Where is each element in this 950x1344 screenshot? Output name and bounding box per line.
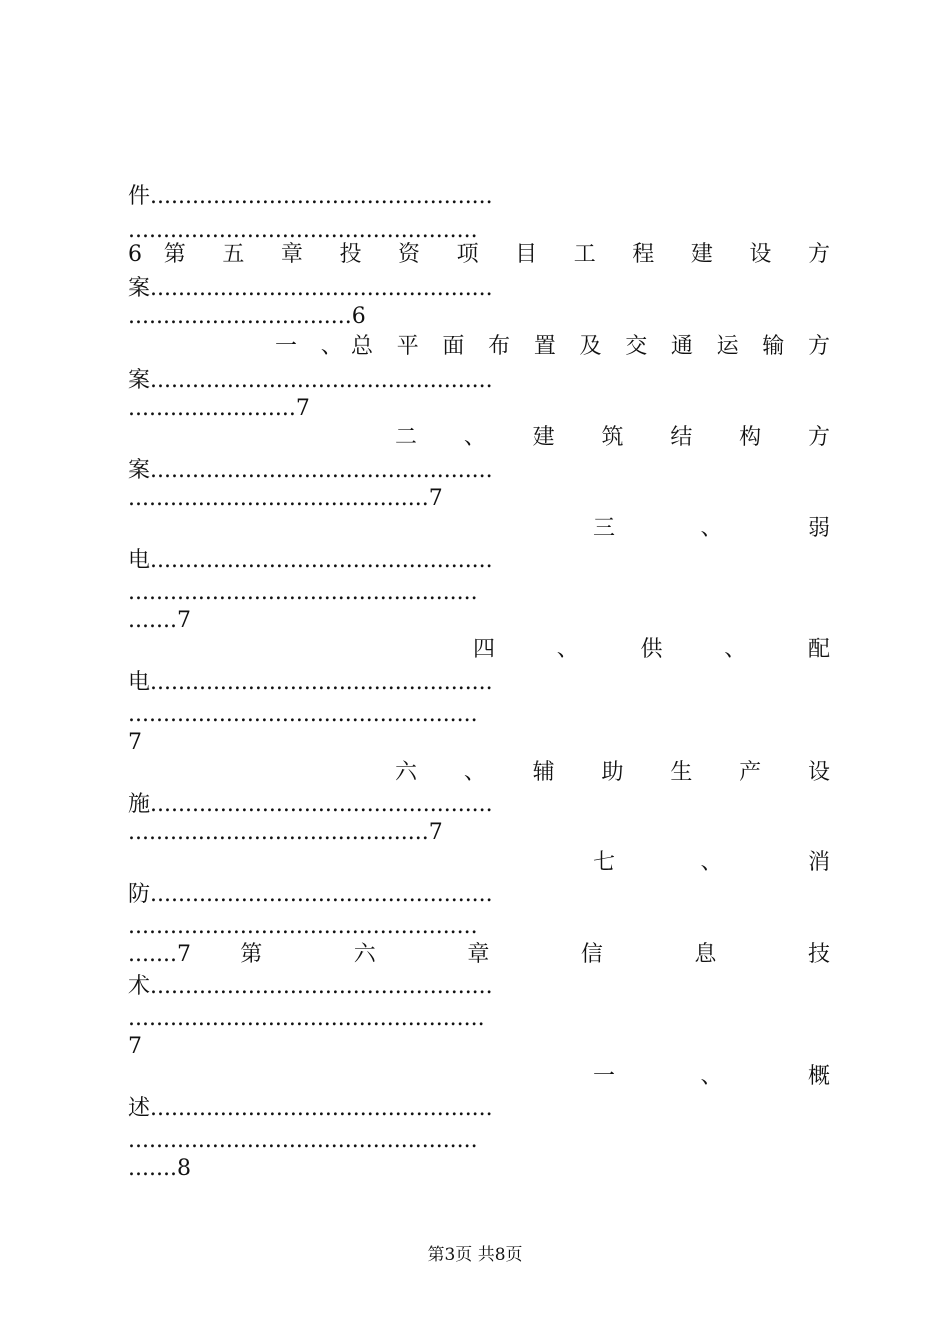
toc-line: .......8 — [128, 1156, 191, 1181]
toc-line: 电................................................. — [128, 548, 493, 573]
toc-line: 术................................................. — [128, 974, 493, 999]
toc-line: 案................................................. — [128, 276, 493, 301]
toc-line: ........................7 — [128, 396, 310, 421]
toc-line: .................................................. — [128, 702, 478, 727]
toc-line-chapter-5 — [128, 238, 830, 272]
toc-line: 电................................................. — [128, 670, 493, 695]
toc-line: 件................................................. — [128, 184, 493, 209]
toc-line: 一 、总 平 面 布 置 及 交 通 运 输 方 — [275, 334, 830, 359]
toc-line: 防................................................. — [128, 882, 493, 907]
toc-line: 7 — [128, 1034, 142, 1059]
toc-line: ................................................... — [128, 1006, 485, 1031]
toc-line: 7 — [128, 730, 142, 755]
toc-line: 六 、 辅 助 生 产 设 — [395, 760, 830, 785]
toc-line: .................................................. — [128, 580, 478, 605]
toc-line: .................................................. — [128, 914, 478, 939]
toc-line: 施................................................. — [128, 792, 493, 817]
toc-line: 案................................................. — [128, 368, 493, 393]
page-footer: 第3页 共8页 — [427, 1245, 523, 1265]
toc-line-chapter-6: .......7 第 六 章 信 息 技 — [128, 942, 830, 967]
toc-line: 三 、 弱 — [593, 516, 830, 541]
toc-line: .................................................. — [128, 218, 478, 243]
toc-line: 一 、 概 — [593, 1064, 830, 1089]
toc-line: ...........................................7 — [128, 486, 443, 511]
toc-text: 6 第 五 章 投 资 项 目 工 程 建 设 方 — [128, 242, 830, 267]
toc-line: ...........................................7 — [128, 820, 443, 845]
toc-line: 七 、 消 — [593, 850, 830, 875]
toc-line: .......7 — [128, 608, 191, 633]
toc-line: 四 、 供 、 配 — [473, 637, 830, 662]
toc-line: .................................................. — [128, 1128, 478, 1153]
toc-line: 述................................................. — [128, 1096, 493, 1121]
toc-line: 二 、 建 筑 结 构 方 — [395, 425, 830, 450]
toc-line: 案................................................. — [128, 458, 493, 483]
toc-line: ................................6 — [128, 304, 366, 329]
